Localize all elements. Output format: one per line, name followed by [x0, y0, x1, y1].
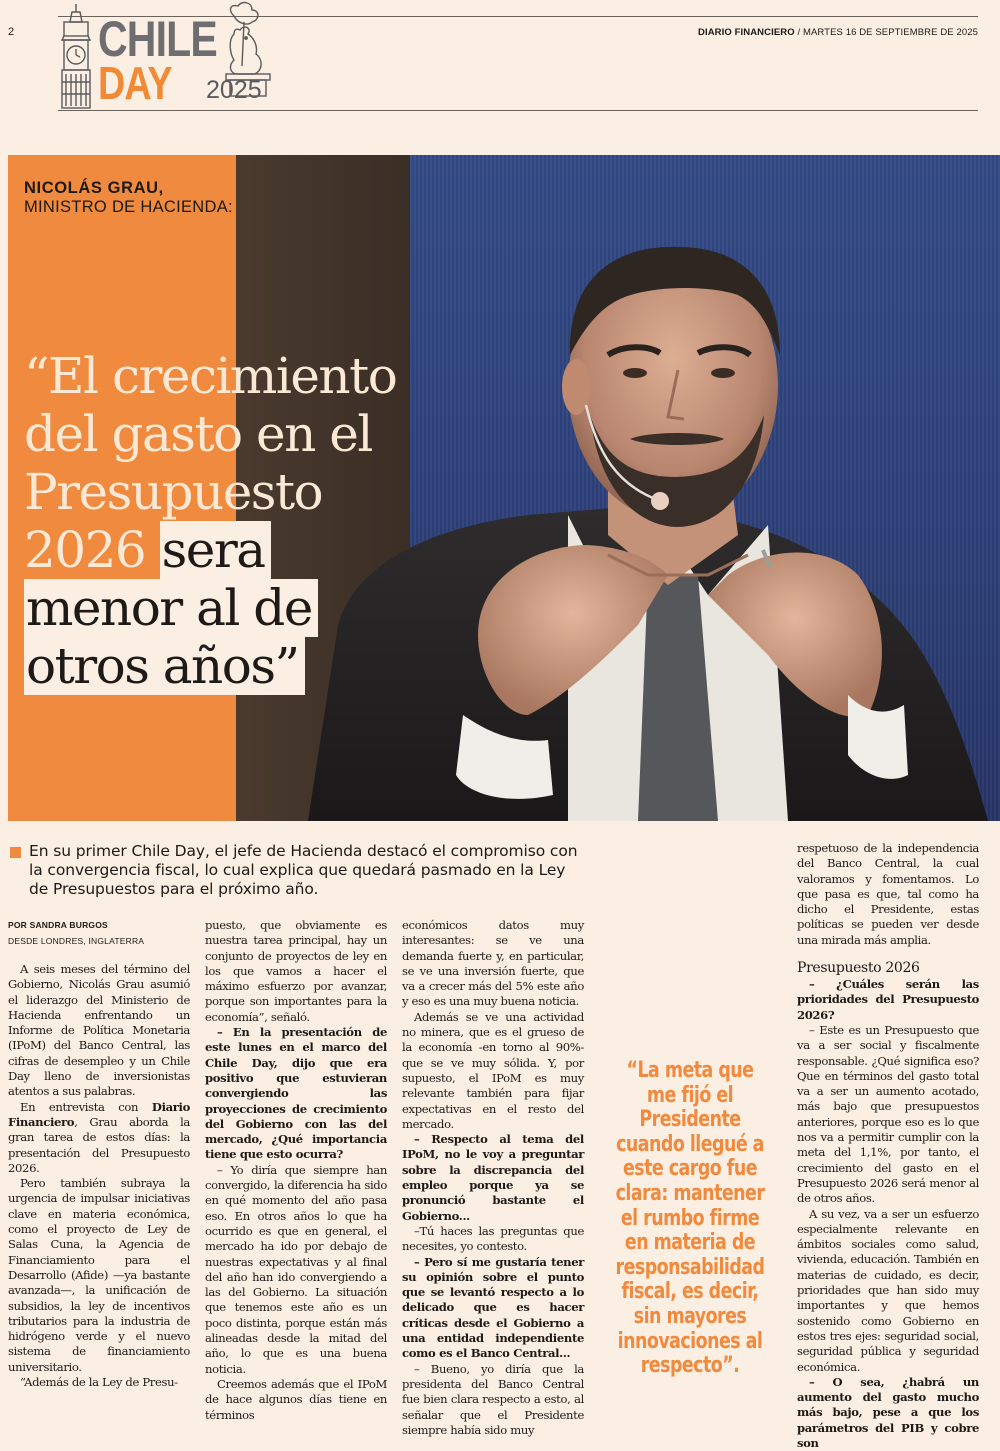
interview-question — [402, 1132, 584, 1224]
interview-question — [797, 1375, 979, 1451]
interview-question — [797, 977, 979, 1023]
logo-chile-text: CHILE — [98, 11, 217, 67]
hero-banner — [8, 155, 1000, 821]
headline-quote-plain: “El crecimiento del gasto en el Presupuesto 2026 — [24, 347, 397, 579]
interview-answer: Creemos además que el IPoM de hace algunos días tiene en términos — [205, 1376, 387, 1422]
article-paragraph: respetuoso de la independencia del Banco Central, la cual valoramos y fomentamos. Lo que pasa es que, tal como ha dicho el Presidente, estas políticas se pueden ver desde una mirada más amplia. — [797, 841, 979, 947]
article-text: , Grau aborda la gran tarea de estos días: la presentación del Presupuesto 2026. — [8, 1114, 190, 1175]
article-column-4 — [797, 841, 979, 1451]
logo-day-text: DAY — [98, 57, 172, 109]
issue-date: / MARTES 16 DE SEPTIEMBRE DE 2025 — [797, 27, 978, 38]
article-paragraph: puesto, que obviamente es nuestra tarea principal, hay un conjunto de proyectos de ley en los que vamos a hacer el máximo esfuerzo por avanzar, porque son importantes para la economía”, señaló. — [205, 918, 387, 1024]
question-text: – O sea, ¿habrá un aumento del gasto mucho más bajo, pese a que los parámetros del PIB y cobre son — [797, 1374, 979, 1450]
interview-answer: A su vez, va a ser un esfuerzo especialmente relevante en ámbitos sociales como salud, vivienda, educación. También en materias de cuidado, es decir, prioridades que han sido muy importantes y que hemos sostenido como Gobierno en estos tres ejes: seguridad social, seguridad pública y seguridad económica. — [797, 1206, 979, 1374]
article-column-3 — [402, 918, 584, 1438]
section-subhead: Presupuesto 2026 — [797, 960, 920, 977]
article-paragraph: económicos datos muy interesantes: se ve una demanda fuerte y, en particular, se ve una inversión fuerte, que va a crecer más del 5% este año y eso es una muy buena noticia. — [402, 918, 584, 1009]
pull-quote: “La meta que me fijó el Presidente cuando llegué a este cargo fue clara: mantener el rumbo firme en materia de responsabilidad fiscal, es decir, sin mayores innovaciones al respecto”. — [615, 1057, 765, 1379]
interview-answer: –Tú haces las preguntas que necesites, yo contesto. — [402, 1223, 584, 1254]
article-text: En entrevista con — [20, 1099, 152, 1114]
article-column-1 — [8, 962, 190, 1390]
interview-answer: – Yo diría que siempre han convergido, la diferencia ha sido en qué momento del año pasa eso. En otros años lo que ha ocurrido es que en general, el mercado ha ido por debajo de nuestras expectativas y al final del año han ido convergiendo a las del Gobierno. La situación que tenemos este año es un poco distinta, porque están más alineadas desde la mitad del año, lo que es una buena noticia. — [205, 1162, 387, 1376]
chile-day-logo — [58, 2, 273, 110]
publication-name: DIARIO FINANCIERO — [698, 27, 795, 38]
interview-answer: – Bueno, yo diría que la presidenta del Banco Central fue bien clara respecto a esto, al señalar que el Presidente siempre había sido muy — [402, 1361, 584, 1437]
headline-quote-highlight: sera menor al de otros años” — [24, 521, 318, 695]
dateline — [698, 27, 978, 38]
article-paragraph: Además se ve una actividad no minera, que es el grueso de la economía -en torno al 90%- que se ve muy sólida. Y, por supuesto, el IPoM es muy relevante también para fijar expectativas en el resto del mercado. — [402, 1009, 584, 1131]
question-text: – Pero sí me gustaría tener su opinión sobre el punto que se levantó respecto a lo delicado que es hacer críticas desde el Gobierno a una entidad independiente como es el Banco Central... — [402, 1254, 584, 1361]
interview-question — [205, 1025, 387, 1163]
question-text: – ¿Cuáles serán las prioridades del Presupuesto 2026? — [797, 977, 979, 1022]
header-rule — [58, 110, 978, 111]
article-paragraph — [8, 1100, 190, 1176]
logo-year-text: 2025 — [206, 76, 262, 104]
dateline-location: DESDE LONDRES, INGLATERRA — [8, 936, 145, 946]
byline: POR SANDRA BURGOS — [8, 920, 108, 930]
interview-answer: – Este es un Presupuesto que va a ser social y fiscalmente responsable. ¿Qué significa eso? Que en términos del gasto total va a ser un aumento acotado, más bajo que presupuestos anteriores, porque eso es lo que nos va a permitir cumplir con la meta del 1,1%, por tanto, el crecimiento del gasto en el Presupuesto 2026 será menor al de otros años. — [797, 1022, 979, 1206]
page-number: 2 — [8, 26, 15, 38]
article-paragraph: A seis meses del término del Gobierno, Nicolás Grau asumió el liderazgo del Ministerio de Hacienda enfrentando un Informe de Política Monetaria (IPoM) del Banco Central, las cifras de desempleo y un Chile Day lleno de inversionistas atentos a sus palabras. — [8, 962, 190, 1099]
interviewee-role: MINISTRO DE HACIENDA: — [24, 198, 233, 216]
lead-paragraph: En su primer Chile Day, el jefe de Hacienda destacó el compromiso con la convergencia fiscal, lo cual explica que quedará pasmado en la Ley de Presupuestos para el próximo año. — [29, 842, 578, 898]
interviewee-name: NICOLÁS GRAU, — [24, 179, 164, 197]
newspaper-name: Diario Financiero — [8, 1099, 190, 1129]
question-text: – Respecto al tema del IPoM, no le voy a preguntar sobre la discrepancia del empleo porque ya se pronunció bastante el Gobierno... — [402, 1132, 584, 1223]
question-text: – En la presentación de este lunes en el marco del Chile Day, dijo que era positivo que estuvieran convergiendo las proyecciones de crecimiento del Gobierno con las del mercado, ¿Qué importancia tiene que esto ocurra? — [205, 1025, 387, 1162]
article-column-2 — [205, 918, 387, 1423]
article-paragraph: “Además de la Ley de Presu- — [20, 1375, 178, 1390]
headline-quote — [24, 347, 424, 695]
interview-question — [402, 1255, 584, 1362]
article-paragraph: Pero también subraya la urgencia de impulsar iniciativas clave en materia económica, como el proyecto de Ley de Salas Cuna, la Agencia de Financiamiento para el Desarrollo (Afide) —ya bastante avanzada—, la unificación de subsidios, la ley de incentivos tributarios para la industria de hidrógeno verde y el nuevo sistema de financiamiento universitario. — [8, 1176, 190, 1374]
lead-bullet-icon — [10, 847, 21, 858]
